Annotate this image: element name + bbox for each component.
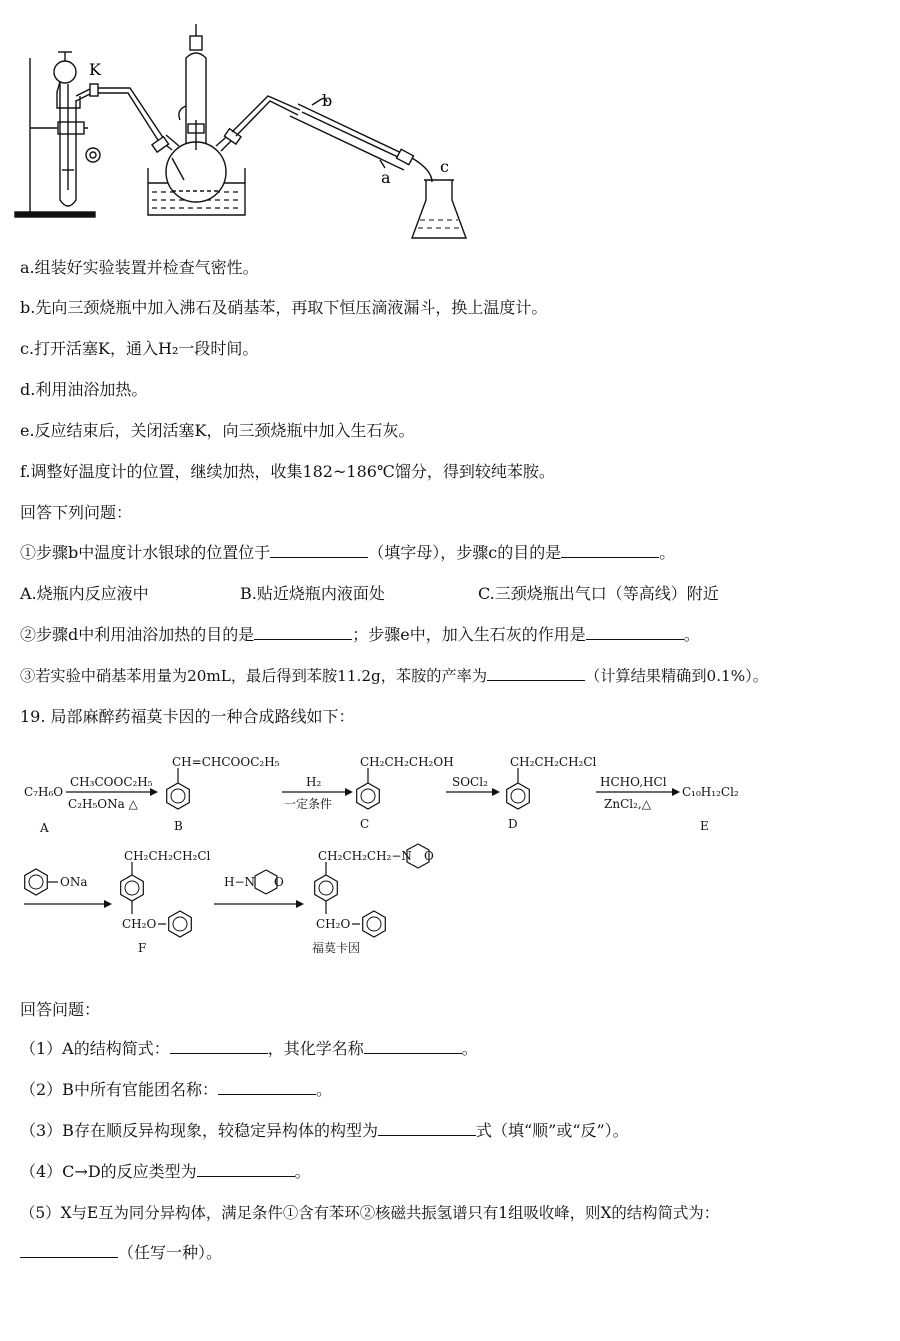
label-e-cmpd: E — [700, 819, 709, 833]
phenoxide-ona: ONa — [60, 875, 88, 889]
answer-blank[interactable] — [270, 543, 368, 558]
step-d: d.利用油浴加热。 — [20, 380, 148, 399]
label-b: b — [322, 91, 333, 110]
label-a: a — [381, 168, 391, 187]
answer-blank[interactable] — [218, 1080, 316, 1095]
answer-blank[interactable] — [20, 1243, 118, 1258]
q19-p2-text-a: （2）B中所有官能团名称： — [20, 1080, 218, 1099]
synthesis-scheme — [0, 740, 900, 980]
substituent-b: CH=CHCOOC₂H₅ — [172, 755, 280, 769]
product-substituent: CH₂CH₂CH₂−N — [318, 849, 412, 863]
label-c: c — [440, 157, 449, 176]
answer-blank[interactable] — [561, 543, 659, 558]
product-link: CH₂O — [316, 917, 351, 931]
q18-q1-text-a: ①步骤b中温度计水银球的位置位于 — [20, 543, 271, 562]
q19-p4-text-a: （4）C→D的反应类型为 — [20, 1162, 197, 1181]
q18-q2-text-b: ；步骤e中，加入生石灰的作用是 — [352, 625, 586, 644]
q19-p3-text-a: （3）B存在顺反异构现象，较稳定异构体的构型为 — [20, 1121, 378, 1140]
reagent-4-bottom: ZnCl₂,△ — [604, 797, 651, 811]
morpholine-hn: H−N — [224, 875, 256, 889]
q19-p4-text-b: 。 — [294, 1162, 311, 1181]
step-c: c.打开活塞K，通入H₂一段时间。 — [20, 339, 259, 358]
q19-p5-tail-line — [20, 1243, 222, 1263]
reagent-3-top: SOCl₂ — [452, 775, 488, 789]
substituent-f: CH₂CH₂CH₂Cl — [124, 849, 211, 863]
option-a: A.烧瓶内反应液中 — [20, 584, 149, 603]
q18-q3-text-b: （计算结果精确到0.1%）。 — [585, 667, 768, 685]
answer-blank[interactable] — [170, 1039, 268, 1054]
q18-q1-text-c: 。 — [659, 543, 676, 562]
step-b: b.先向三颈烧瓶中加入沸石及硝基苯，再取下恒压滴液漏斗，换上温度计。 — [20, 298, 548, 317]
substituent-d: CH₂CH₂CH₂Cl — [510, 755, 597, 769]
q19-p5: （5）X与E互为同分异构体，满足条件①含有苯环②核磁共振氢谱只有1组吸收峰，则X的结构简式为： — [20, 1204, 720, 1222]
answer-blank[interactable] — [254, 625, 352, 640]
q19-p3-text-b: 式（填“顺”或“反”）。 — [475, 1121, 629, 1140]
morpholine-o: O — [274, 875, 284, 889]
q18-q1-text-b: （填字母），步骤c的目的是 — [368, 543, 562, 562]
label-f-cmpd: F — [138, 941, 147, 955]
q19-p4 — [20, 1162, 311, 1182]
product-o: O — [424, 849, 434, 863]
q19-p1-text-b: ，其化学名称 — [267, 1039, 364, 1058]
q19-p2-text-b: 。 — [315, 1080, 332, 1099]
link-f: CH₂O — [122, 917, 157, 931]
answer-blank[interactable] — [364, 1039, 462, 1054]
reagent-2-bottom: 一定条件 — [284, 797, 333, 811]
q19-ans-intro: 回答问题： — [20, 1000, 101, 1019]
answer-blank[interactable] — [197, 1162, 295, 1177]
formula-e: C₁₀H₁₂Cl₂ — [682, 785, 739, 799]
option-b: B.贴近烧瓶内液面处 — [240, 584, 385, 603]
substituent-c: CH₂CH₂CH₂OH — [360, 755, 454, 769]
label-c-cmpd: C — [360, 817, 370, 831]
q19-p3 — [20, 1121, 629, 1141]
reagent-4-top: HCHO,HCl — [600, 775, 667, 789]
q18-q2 — [20, 625, 700, 645]
q18-q3 — [20, 666, 768, 686]
apparatus-diagram — [0, 0, 900, 245]
answer-blank[interactable] — [586, 625, 684, 640]
q19-p1 — [20, 1039, 478, 1059]
q18-q1 — [20, 543, 675, 563]
q19-p1-text-a: （1）A的结构简式： — [20, 1039, 170, 1058]
label-k: K — [89, 60, 101, 79]
reagent-2-top: H₂ — [306, 775, 322, 789]
q19-p1-text-c: 。 — [461, 1039, 478, 1058]
label-d-cmpd: D — [508, 817, 518, 831]
step-a: a.组装好实验装置并检查气密性。 — [20, 258, 259, 277]
answer-blank[interactable] — [378, 1121, 476, 1136]
label-b-cmpd: B — [174, 819, 183, 833]
step-e: e.反应结束后，关闭活塞K，向三颈烧瓶中加入生石灰。 — [20, 421, 415, 440]
reagent-1-bottom: C₂H₅ONa △ — [68, 797, 138, 811]
q19-title: 19. 局部麻醉药福莫卡因的一种合成路线如下： — [20, 707, 355, 726]
step-f: f.调整好温度计的位置，继续加热，收集182~186℃馏分，得到较纯苯胺。 — [20, 462, 555, 481]
q18-intro: 回答下列问题： — [20, 503, 133, 522]
option-c: C.三颈烧瓶出气口（等高线）附近 — [478, 584, 719, 603]
formula-a: C₇H₆O — [24, 785, 64, 799]
q18-q2-text-c: 。 — [683, 625, 700, 644]
q18-q2-text-a: ②步骤d中利用油浴加热的目的是 — [20, 625, 255, 644]
q18-q3-text-a: ③若实验中硝基苯用量为20mL，最后得到苯胺11.2g，苯胺的产率为 — [20, 667, 488, 685]
label-a-cmpd: A — [40, 821, 49, 835]
reagent-1-top: CH₃COOC₂H₅ — [70, 775, 153, 789]
answer-blank[interactable] — [487, 666, 585, 681]
q19-p2 — [20, 1080, 332, 1100]
product-name: 福莫卡因 — [312, 941, 361, 955]
q19-p5-tail: （任写一种）。 — [118, 1243, 223, 1262]
